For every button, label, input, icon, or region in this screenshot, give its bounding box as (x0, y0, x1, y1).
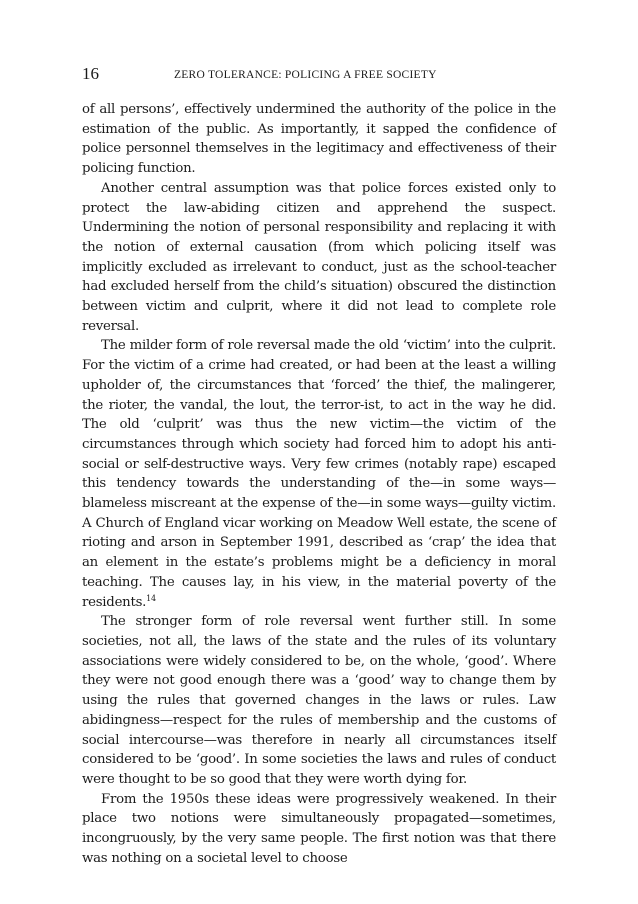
footnote-marker[interactable]: 14 (146, 593, 156, 603)
body-text (82, 100, 556, 868)
page-header (82, 64, 556, 86)
paragraph: From the 1950s these ideas were progressively weakened. In their place two notions were simultaneously propagated—sometimes, incongruously, by the very same people. The first notion was that there was nothing on a societal level to choose (82, 791, 556, 866)
paragraph-text: The milder form of role reversal made the old ‘victim’ into the culprit. For the victim of a crime had created, or had been at the least a willing upholder of, the circumstances that ‘forced’ the thief, the malingerer, the rioter, the vandal, the lout, the terror-ist, to act in the way he did. The old ‘culprit’ was thus the new victim—the victim of the circumstances through which society had forced him to adopt his anti-social or self-destructive ways. Very few crimes (notably rape) escaped this tendency towards the understanding of the—in some ways—blameless miscreant at the expense of the—in some ways—guilty victim. A Church of England vicar working on Meadow Well estate, the scene of rioting and arson in September 1991, described as ‘crap’ the idea that an element in the estate’s problems might be a deficiency in moral teaching. The causes lay, in his view, in the material poverty of the residents. (82, 338, 556, 610)
page-number: 16 (82, 64, 99, 83)
paragraph (82, 336, 556, 612)
paragraph: Another central assumption was that police forces existed only to protect the law-abiding citizen and apprehend the suspect. Undermining the notion of personal responsibility and replacing it with the notion of external causation (from which policing itself was implicitly excluded as irrelevant to conduct, just as the school-teacher had excluded herself from the child’s situation) obscured the distinction between victim and culprit, where it did not lead to complete role reversal. (82, 180, 556, 334)
book-page (82, 64, 556, 868)
running-title: ZERO TOLERANCE: POLICING A FREE SOCIETY (174, 69, 437, 81)
paragraph: The stronger form of role reversal went further still. In some societies, not all, the laws of the state and the rules of its voluntary associations were widely considered to be, on the whole, ‘good’. Where they were not good enough there was a ‘good’ way to change them by using the rules that governed changes in the laws or rules. Law abidingness—respect for the rules of membership and the customs of social intercourse—was therefore in nearly all circumstances itself considered to be ‘good’. In some societies the laws and rules of conduct were thought to be so good that they were worth dying for. (82, 614, 556, 787)
paragraph: of all persons’, effectively undermined the authority of the police in the estimation of the public. As importantly, it sapped the confidence of police personnel themselves in the legitimacy and effectiveness of their policing function. (82, 102, 556, 177)
